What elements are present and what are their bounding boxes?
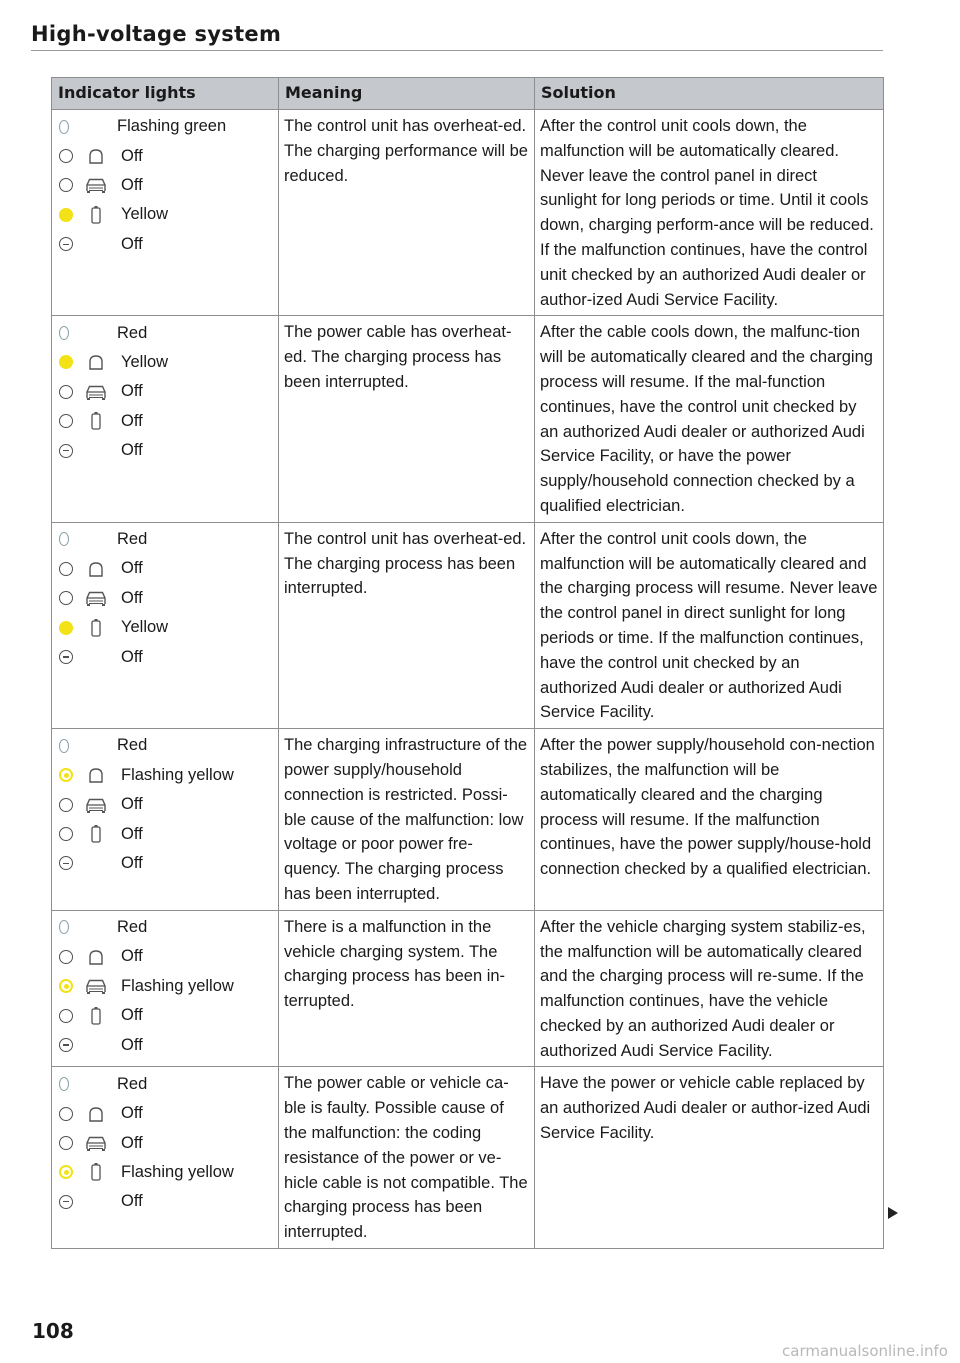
battery-icon <box>84 824 108 844</box>
lamp-off-icon <box>59 950 73 964</box>
indicator-light <box>58 613 274 642</box>
column-header-solution: Solution <box>535 78 884 110</box>
indicator-light <box>58 318 274 347</box>
battery-icon <box>84 618 108 638</box>
column-header-indicator-lights: Indicator lights <box>52 78 279 110</box>
indicator-light <box>58 1158 274 1187</box>
indicator-lights-cell <box>52 110 279 316</box>
light-state-label: Off <box>121 1192 143 1211</box>
table-row <box>52 110 884 316</box>
lamp-minus-icon <box>59 237 73 251</box>
indicator-light <box>58 942 274 971</box>
lamp-flashing-yellow-icon <box>59 768 73 782</box>
light-state-label: Off <box>121 176 143 195</box>
light-state-label: Yellow <box>121 353 169 372</box>
indicator-light <box>58 112 274 141</box>
lamp-minus-icon <box>59 444 73 458</box>
lamp-off-icon <box>59 562 73 576</box>
meaning-cell: There is a malfunction in the vehicle charging system. The charging process has been in-terrupted. <box>279 910 535 1067</box>
light-state-label: Off <box>121 1104 143 1123</box>
light-state-label: Off <box>121 559 143 578</box>
plug-icon <box>84 947 108 967</box>
indicator-light <box>58 584 274 613</box>
table-row <box>52 910 884 1067</box>
lamp-off-icon <box>59 1136 73 1150</box>
solution-cell: After the vehicle charging system stabiliz-es, the malfunction will be automatically cleared and the charging process will re-sume. If the malfunction continues, have the vehicle checked by an authorized Audi dealer or authorized Audi Service Facility. <box>535 910 884 1067</box>
car-icon <box>84 588 108 608</box>
light-state-label: Off <box>121 234 143 253</box>
indicator-light <box>58 230 274 259</box>
table-row <box>52 729 884 911</box>
lamp-flashing-yellow-icon <box>59 1165 73 1179</box>
light-state-label: Off <box>121 146 143 165</box>
lamp-red-icon <box>59 739 69 753</box>
car-icon <box>84 175 108 195</box>
light-state-label: Flashing green <box>117 117 227 136</box>
indicator-lights-cell <box>52 729 279 911</box>
car-icon <box>84 976 108 996</box>
battery-icon <box>84 411 108 431</box>
solution-cell: Have the power or vehicle cable replaced by an authorized Audi dealer or author-ized Audi Service Facility. <box>535 1067 884 1249</box>
light-state-label: Red <box>117 736 148 755</box>
battery-icon <box>84 1006 108 1026</box>
light-state-label: Flashing yellow <box>121 976 234 995</box>
lamp-off-icon <box>59 1009 73 1023</box>
lamp-off-icon <box>59 591 73 605</box>
light-state-label: Yellow <box>121 618 169 637</box>
meaning-cell: The control unit has overheat-ed. The charging performance will be reduced. <box>279 110 535 316</box>
plug-icon <box>84 559 108 579</box>
light-state-label: Off <box>121 588 143 607</box>
light-state-label: Flashing yellow <box>121 765 234 784</box>
indicator-light <box>58 171 274 200</box>
indicator-light <box>58 761 274 790</box>
lamp-minus-icon <box>59 1038 73 1052</box>
meaning-cell: The power cable or vehicle ca-ble is faulty. Possible cause of the malfunction: the coding resistance of the power or ve-hicle cable is not compatible. The charging process has been interrupted. <box>279 1067 535 1249</box>
solution-cell: After the control unit cools down, the malfunction will be automatically cleared and the charging process will resume. Never leave the control panel in direct sunlight for long periods or time. If the malfunction continues, have the control unit checked by an authorized Audi dealer or authorized Audi Service Facility. <box>535 522 884 728</box>
lamp-red-icon <box>59 532 69 546</box>
lamp-red-icon <box>59 920 69 934</box>
lamp-off-icon <box>59 1107 73 1121</box>
indicator-light <box>58 554 274 583</box>
column-header-meaning: Meaning <box>279 78 535 110</box>
indicator-light <box>58 407 274 436</box>
meaning-cell: The charging infrastructure of the power supply/household connection is restricted. Possi-ble cause of the malfunction: low voltage or poor power fre-quency. The charging process has been interrupted. <box>279 729 535 911</box>
lamp-off-icon <box>59 798 73 812</box>
light-state-label: Off <box>121 824 143 843</box>
indicator-light <box>58 377 274 406</box>
indicator-light <box>58 913 274 942</box>
lamp-yellow-icon <box>59 208 73 222</box>
lamp-minus-icon <box>59 856 73 870</box>
lamp-off-icon <box>59 827 73 841</box>
indicator-light <box>58 200 274 229</box>
indicator-light <box>58 1128 274 1157</box>
indicator-light <box>58 642 274 671</box>
header-divider <box>31 50 883 51</box>
light-state-label: Off <box>121 441 143 460</box>
indicator-light <box>58 1069 274 1098</box>
indicator-lights-cell <box>52 1067 279 1249</box>
light-state-label: Red <box>117 323 148 342</box>
car-icon <box>84 382 108 402</box>
indicator-light <box>58 141 274 170</box>
indicator-light <box>58 819 274 848</box>
table-row <box>52 1067 884 1249</box>
light-state-label: Off <box>121 853 143 872</box>
indicator-light <box>58 348 274 377</box>
lamp-red-icon <box>59 326 69 340</box>
light-state-label: Red <box>117 918 148 936</box>
lamp-red-icon <box>59 1077 69 1091</box>
plug-icon <box>84 352 108 372</box>
light-state-label: Off <box>121 411 143 430</box>
page-number: 108 <box>32 1319 74 1343</box>
light-state-label: Red <box>117 530 148 549</box>
light-state-label: Off <box>121 795 143 814</box>
car-icon <box>84 1133 108 1153</box>
lamp-off-icon <box>59 149 73 163</box>
solution-cell: After the power supply/household con-nection stabilizes, the malfunction will be automatically cleared and the charging process will resume. If the malfunction continues, have the power supply/house-hold connection checked by a qualified electrician. <box>535 729 884 911</box>
light-state-label: Flashing yellow <box>121 1162 234 1181</box>
indicator-light <box>58 436 274 465</box>
lamp-off-icon <box>59 414 73 428</box>
car-icon <box>84 795 108 815</box>
indicator-lights-cell <box>52 316 279 522</box>
page-title: High-voltage system <box>31 22 282 46</box>
light-state-label: Off <box>121 1035 143 1054</box>
indicator-light <box>58 971 274 1000</box>
battery-icon <box>84 205 108 225</box>
indicator-light <box>58 1001 274 1030</box>
lamp-flashing-yellow-icon <box>59 979 73 993</box>
indicator-light <box>58 790 274 819</box>
lamp-yellow-icon <box>59 355 73 369</box>
indicator-light <box>58 525 274 554</box>
table-row <box>52 316 884 522</box>
watermark: carmanualsonline.info <box>782 1342 948 1360</box>
solution-cell: After the cable cools down, the malfunc-tion will be automatically cleared and the charging process will resume. If the mal-function continues, have the control unit checked by an authorized Audi dealer or authorized Audi Service Facility, or have the power supply/household connection checked by a qualified electrician. <box>535 316 884 522</box>
lamp-green-icon <box>59 120 69 134</box>
battery-icon <box>84 1162 108 1182</box>
plug-icon <box>84 146 108 166</box>
light-state-label: Off <box>121 382 143 401</box>
table-row <box>52 522 884 728</box>
light-state-label: Off <box>121 1133 143 1152</box>
meaning-cell: The control unit has overheat-ed. The charging process has been interrupted. <box>279 522 535 728</box>
light-state-label: Off <box>121 947 143 966</box>
light-state-label: Yellow <box>121 205 169 224</box>
indicator-light <box>58 1099 274 1128</box>
lamp-minus-icon <box>59 650 73 664</box>
indicator-light <box>58 731 274 760</box>
indicator-table <box>51 77 884 1249</box>
indicator-light <box>58 1030 274 1059</box>
table-header-row <box>52 78 884 110</box>
lamp-off-icon <box>59 178 73 192</box>
lamp-yellow-icon <box>59 621 73 635</box>
plug-icon <box>84 1104 108 1124</box>
plug-icon <box>84 765 108 785</box>
indicator-light <box>58 849 274 878</box>
light-state-label: Red <box>117 1074 148 1093</box>
meaning-cell: The power cable has overheat-ed. The charging process has been interrupted. <box>279 316 535 522</box>
solution-cell: After the control unit cools down, the malfunction will be automatically cleared. Never leave the control panel in direct sunlight for long periods or time. Until it cools down, charging perform-ance will be reduced. If the malfunction continues, have the control unit checked by an authorized Audi dealer or author-ized Audi Service Facility. <box>535 110 884 316</box>
light-state-label: Off <box>121 647 143 666</box>
lamp-minus-icon <box>59 1195 73 1209</box>
light-state-label: Off <box>121 1006 143 1025</box>
lamp-off-icon <box>59 385 73 399</box>
indicator-lights-cell <box>52 910 279 1067</box>
continue-arrow-icon <box>888 1207 898 1219</box>
indicator-lights-cell <box>52 522 279 728</box>
indicator-light <box>58 1187 274 1216</box>
